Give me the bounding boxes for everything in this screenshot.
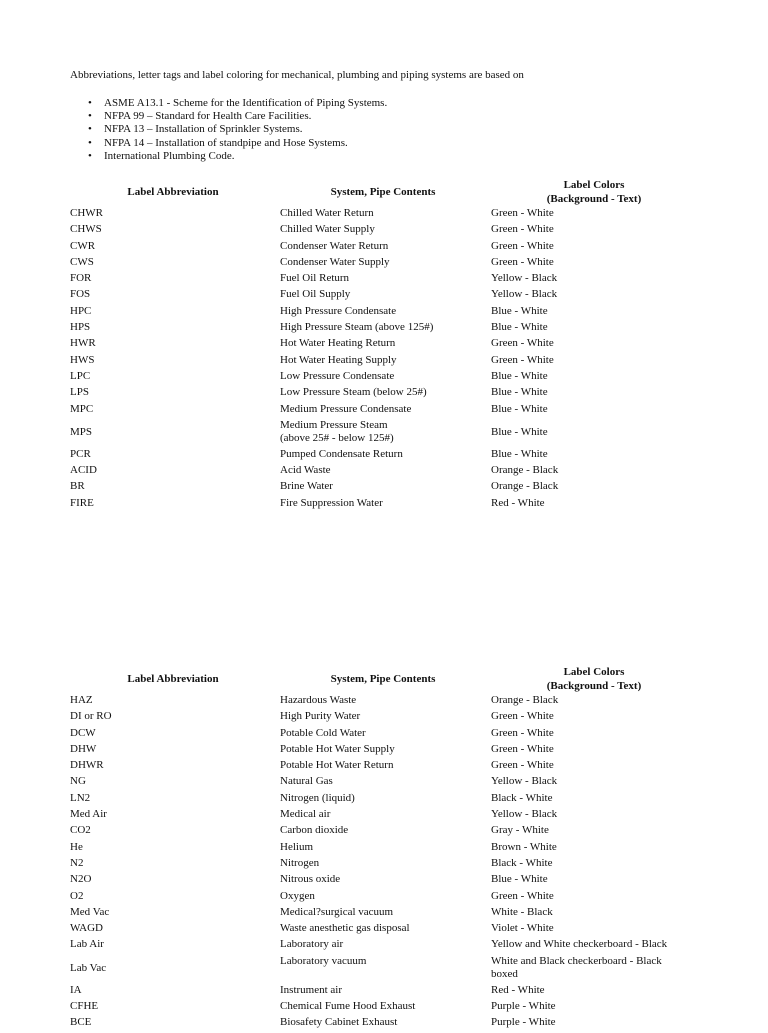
row-contents (280, 890, 485, 904)
row-contents-text: High Pressure Steam (above 125#) (280, 321, 434, 334)
table-row (0, 1016, 768, 1032)
row-colors: Purple - White (491, 1000, 556, 1013)
row-contents-text: Pumped Condensate Return (280, 447, 403, 460)
table-row (0, 792, 768, 808)
row-contents-text: Instrument air (280, 983, 343, 996)
row-abbreviation: Lab Air (70, 938, 104, 951)
row-colors: Green - White (491, 255, 554, 268)
row-abbreviation: O2 (70, 889, 84, 902)
row-abbreviation: FOS (70, 288, 91, 301)
row-contents (280, 710, 485, 724)
row-contents (280, 1000, 485, 1014)
row-contents (280, 873, 485, 887)
table-row (0, 419, 768, 448)
header-colors-line1: Label Colors (563, 179, 625, 191)
row-contents-text: Chilled Water Return (280, 207, 374, 219)
row-contents (280, 419, 485, 446)
row-colors: Yellow - Black (491, 808, 558, 821)
table-row (0, 305, 768, 321)
row-abbreviation: Med Vac (70, 905, 110, 918)
row-contents-text: Potable Cold Water (280, 726, 366, 739)
row-abbreviation: MPS (70, 425, 93, 438)
row-colors: Green - White (491, 337, 554, 350)
row-contents-text: Medium Pressure Condensate (280, 402, 412, 415)
table-row (0, 743, 768, 759)
table-row (0, 710, 768, 726)
row-abbreviation: CHWS (70, 223, 102, 236)
header-abbreviation: Label Abbreviation (127, 186, 219, 198)
row-colors: Blue - White (491, 447, 548, 460)
table-row (0, 857, 768, 873)
pipe-label-table-1 (0, 177, 768, 513)
table-row (0, 727, 768, 743)
row-contents-text: Fuel Oil Return (280, 272, 350, 285)
row-contents (280, 403, 485, 417)
table-row (0, 272, 768, 288)
row-colors: Green - White (491, 889, 554, 902)
reference-item: • NFPA 13 – Installation of Sprinkler Systems. (88, 123, 387, 136)
row-contents-text: Oxygen (280, 889, 315, 902)
row-contents (280, 694, 485, 708)
row-abbreviation: CHWR (70, 207, 103, 219)
row-colors: White - Black (491, 905, 553, 918)
row-abbreviation: HPC (70, 304, 92, 317)
row-contents-text: Nitrogen (liquid) (280, 791, 355, 804)
row-contents (280, 792, 485, 806)
table-row (0, 890, 768, 906)
table-row (0, 841, 768, 857)
row-abbreviation: BR (70, 480, 85, 493)
table-row (0, 906, 768, 922)
row-colors: Gray - White (491, 824, 549, 837)
row-colors: Green - White (491, 207, 554, 219)
reference-item: • ASME A13.1 - Scheme for the Identification of Piping Systems. (88, 97, 387, 110)
row-abbreviation: HAZ (70, 694, 93, 706)
row-abbreviation: HWR (70, 337, 96, 350)
row-contents (280, 448, 485, 462)
row-contents-text: Chemical Fume Hood Exhaust (280, 1000, 416, 1013)
row-contents-text: Nitrous oxide (280, 873, 341, 886)
row-contents-text: Hot Water Heating Supply (280, 353, 397, 366)
row-contents-text: Condenser Water Supply (280, 255, 390, 268)
row-contents-text: Medical air (280, 808, 331, 821)
row-abbreviation: N2 (70, 856, 84, 869)
row-abbreviation: IA (70, 983, 82, 996)
row-abbreviation: DI or RO (70, 710, 112, 723)
table-row (0, 775, 768, 791)
row-contents-text: Medical?surgical vacuum (280, 905, 394, 918)
row-contents (280, 743, 485, 757)
row-contents-text: Carbon dioxide (280, 824, 349, 837)
row-abbreviation: PCR (70, 447, 91, 460)
table-row (0, 1000, 768, 1016)
row-colors: Green - White (491, 726, 554, 739)
row-abbreviation: HPS (70, 321, 91, 334)
row-contents (280, 223, 485, 237)
row-abbreviation: LN2 (70, 791, 91, 804)
row-contents-text: Fuel Oil Supply (280, 288, 351, 301)
row-colors: Blue - White (491, 386, 548, 399)
table-row (0, 808, 768, 824)
header-contents: System, Pipe Contents (330, 673, 436, 685)
row-contents (280, 240, 485, 254)
header-colors (490, 178, 698, 206)
table-row (0, 759, 768, 775)
row-abbreviation: DCW (70, 726, 96, 739)
table-row (0, 873, 768, 889)
row-abbreviation: CFHE (70, 1000, 99, 1013)
table-row (0, 370, 768, 386)
table-row (0, 448, 768, 464)
row-contents-text: Hot Water Heating Return (280, 337, 396, 350)
header-contents: System, Pipe Contents (330, 186, 436, 198)
row-contents-text: Laboratory vacuum (280, 954, 367, 967)
table-row (0, 464, 768, 480)
table-row (0, 321, 768, 337)
row-contents-text-line2: (above 25# - below 125#) (280, 432, 394, 445)
row-abbreviation: CO2 (70, 824, 91, 837)
row-colors: Blue - White (491, 402, 548, 415)
reference-list (88, 97, 387, 163)
row-contents (280, 727, 485, 741)
row-contents (280, 305, 485, 319)
row-contents-text: Acid Waste (280, 464, 331, 477)
row-colors: Green - White (491, 223, 554, 236)
row-colors: Yellow and White checkerboard - Black (491, 938, 668, 951)
row-colors: Red - White (491, 496, 545, 509)
row-abbreviation: FOR (70, 272, 92, 285)
row-contents-text: High Pressure Condensate (280, 304, 397, 317)
row-colors: Red - White (491, 983, 545, 996)
row-abbreviation: WAGD (70, 922, 103, 935)
row-contents-text: Natural Gas (280, 775, 333, 788)
row-contents-text: Potable Hot Water Return (280, 759, 394, 772)
table-header (0, 664, 768, 694)
table-row (0, 354, 768, 370)
row-contents-text: Helium (280, 840, 313, 853)
row-abbreviation: CWS (70, 255, 94, 268)
row-contents-text: Medium Pressure Steam (280, 418, 388, 431)
row-contents-text: Hazardous Waste (280, 694, 357, 706)
row-contents (280, 759, 485, 773)
row-contents (280, 841, 485, 855)
intro-text: Abbreviations, letter tags and label coloring for mechanical, plumbing and piping systems are based on (70, 69, 524, 81)
row-colors: Blue - White (491, 369, 548, 382)
row-abbreviation: MPC (70, 402, 94, 415)
table-row (0, 288, 768, 304)
row-contents-text: Nitrogen (280, 856, 320, 869)
table-row (0, 480, 768, 496)
row-colors: Purple - White (491, 1016, 556, 1029)
row-abbreviation: DHWR (70, 759, 104, 772)
pipe-label-table-2 (0, 664, 768, 1033)
row-contents (280, 337, 485, 351)
row-contents (280, 272, 485, 286)
row-contents (280, 824, 485, 838)
row-contents-text: Biosafety Cabinet Exhaust (280, 1016, 398, 1029)
table-row (0, 223, 768, 239)
table-row (0, 256, 768, 272)
row-contents (280, 808, 485, 822)
row-abbreviation: DHW (70, 742, 97, 755)
row-abbreviation: HWS (70, 353, 95, 366)
table-row (0, 403, 768, 419)
row-contents (280, 922, 485, 936)
row-colors: Blue - White (491, 321, 548, 334)
row-contents-text: Low Pressure Steam (below 25#) (280, 386, 427, 399)
row-contents (280, 207, 485, 221)
table-row (0, 337, 768, 353)
row-contents-text: Chilled Water Supply (280, 223, 375, 236)
row-colors: Yellow - Black (491, 272, 558, 285)
table-row (0, 386, 768, 402)
row-contents (280, 955, 485, 969)
row-abbreviation: He (70, 840, 83, 853)
row-colors: Yellow - Black (491, 288, 558, 301)
row-abbreviation: BCE (70, 1016, 92, 1029)
row-colors: Black - White (491, 791, 553, 804)
row-colors: Green - White (491, 759, 554, 772)
table-row (0, 984, 768, 1000)
row-abbreviation: NG (70, 775, 86, 788)
row-contents-text: Potable Hot Water Supply (280, 742, 395, 755)
header-colors-line2: (Background - Text) (546, 680, 642, 692)
table-row (0, 497, 768, 513)
row-contents (280, 497, 485, 511)
row-colors: Orange - Black (491, 694, 559, 706)
row-contents (280, 938, 485, 952)
row-colors: Green - White (491, 742, 554, 755)
row-abbreviation: LPS (70, 386, 89, 399)
row-contents-text: Brine Water (280, 480, 333, 493)
row-contents-text: High Purity Water (280, 710, 361, 723)
row-abbreviation: Med Air (70, 808, 107, 821)
row-colors: White and Black checkerboard - Black boxed (491, 954, 662, 981)
row-colors: Green - White (491, 239, 554, 252)
row-abbreviation: LPC (70, 369, 91, 382)
row-colors: Black - White (491, 856, 553, 869)
reference-item: • NFPA 14 – Installation of standpipe and Hose Systems. (88, 137, 387, 150)
row-colors: Green - White (491, 353, 554, 366)
row-contents (280, 984, 485, 998)
table-row (0, 694, 768, 710)
header-colors-line2: (Background - Text) (546, 193, 642, 205)
row-contents (280, 321, 485, 335)
row-contents (280, 464, 485, 478)
header-colors-line1: Label Colors (563, 666, 625, 678)
table-row (0, 955, 768, 984)
row-contents (280, 480, 485, 494)
row-colors: Orange - Black (491, 464, 559, 477)
table-row (0, 240, 768, 256)
row-contents-text: Condenser Water Return (280, 239, 389, 252)
row-contents (280, 857, 485, 871)
row-contents (280, 775, 485, 789)
row-colors: Blue - White (491, 873, 548, 886)
row-colors: Yellow - Black (491, 775, 558, 788)
row-contents (280, 386, 485, 400)
row-abbreviation: ACID (70, 464, 97, 477)
table-row (0, 824, 768, 840)
table-row (0, 938, 768, 954)
row-contents (280, 1016, 485, 1030)
row-colors: Violet - White (491, 922, 554, 935)
row-contents (280, 256, 485, 270)
header-abbreviation: Label Abbreviation (127, 673, 219, 685)
header-colors (490, 665, 698, 693)
row-abbreviation: FIRE (70, 496, 94, 509)
row-contents-text: Waste anesthetic gas disposal (280, 922, 410, 935)
table-row (0, 922, 768, 938)
reference-item: • NFPA 99 – Standard for Health Care Facilities. (88, 110, 387, 123)
row-colors: Brown - White (491, 840, 557, 853)
row-contents (280, 906, 485, 920)
table-header (0, 177, 768, 207)
row-contents-text: Low Pressure Condensate (280, 369, 395, 382)
reference-item: • International Plumbing Code. (88, 150, 387, 163)
row-contents (280, 370, 485, 384)
row-contents (280, 354, 485, 368)
row-contents (280, 288, 485, 302)
row-colors: Green - White (491, 710, 554, 723)
row-colors: Blue - White (491, 425, 548, 438)
row-contents-text: Laboratory air (280, 938, 344, 951)
row-abbreviation: N2O (70, 873, 92, 886)
row-abbreviation: Lab Vac (70, 961, 107, 974)
row-abbreviation: CWR (70, 239, 96, 252)
table-row (0, 207, 768, 223)
row-colors: Orange - Black (491, 480, 559, 493)
row-colors: Blue - White (491, 304, 548, 317)
row-contents-text: Fire Suppression Water (280, 496, 383, 509)
